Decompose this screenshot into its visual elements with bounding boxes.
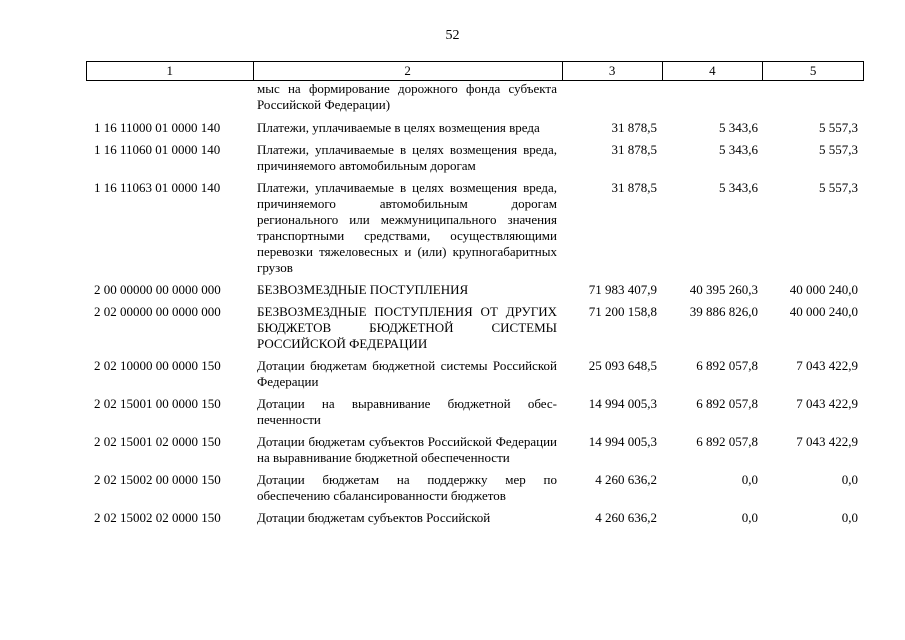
row-value-col3: 14 994 005,3 xyxy=(588,434,657,449)
table-header xyxy=(86,61,864,81)
table-body xyxy=(86,81,864,532)
row-code: 2 02 15002 00 0000 150 xyxy=(94,472,221,487)
row-name: Платежи, уплачиваемые в целях возмещения вреда, причиняемого автомобильным дорогам xyxy=(257,142,557,173)
column-header-4: 4 xyxy=(663,62,764,80)
row-name: Дотации бюджетам субъектов Российской xyxy=(257,510,491,525)
table-row xyxy=(86,472,864,504)
row-value-col5: 7 043 422,9 xyxy=(796,396,858,411)
row-value-col4: 39 886 826,0 xyxy=(689,304,758,319)
row-value-col5: 40 000 240,0 xyxy=(789,282,858,297)
table-row xyxy=(86,180,864,276)
row-value-col3: 14 994 005,3 xyxy=(588,396,657,411)
row-name: Дотации на выравнивание бюджетной обеспеченности xyxy=(257,396,557,427)
row-value-col4: 0,0 xyxy=(741,472,758,487)
row-code: 2 02 10000 00 0000 150 xyxy=(94,358,221,373)
row-name: Платежи, уплачиваемые в целях возмещения вреда xyxy=(257,120,540,135)
row-value-col4: 0,0 xyxy=(741,510,758,525)
column-header-1: 1 xyxy=(87,62,254,80)
row-value-col3: 31 878,5 xyxy=(611,120,657,135)
row-value-col4: 6 892 057,8 xyxy=(696,396,758,411)
row-value-col5: 0,0 xyxy=(841,472,858,487)
row-value-col5: 5 557,3 xyxy=(819,120,858,135)
row-name: Дотации бюджетам субъектов Российской Федерации на выравнивание бюджетной обеспеченности xyxy=(257,434,557,465)
row-code: 2 02 15001 00 0000 150 xyxy=(94,396,221,411)
row-name: Дотации бюджетам бюджетной системы Российской Федерации xyxy=(257,358,557,389)
page-number: 52 xyxy=(445,28,460,43)
row-value-col4: 5 343,6 xyxy=(719,180,758,195)
row-value-col3: 4 260 636,2 xyxy=(595,510,657,525)
table-row xyxy=(86,142,864,174)
row-value-col5: 7 043 422,9 xyxy=(796,358,858,373)
row-code: 2 02 15002 02 0000 150 xyxy=(94,510,221,525)
column-header-3: 3 xyxy=(563,62,663,80)
row-code: 2 00 00000 00 0000 000 xyxy=(94,282,221,297)
row-value-col4: 5 343,6 xyxy=(719,120,758,135)
column-header-2: 2 xyxy=(254,62,563,80)
table-row xyxy=(86,396,864,428)
row-value-col3: 31 878,5 xyxy=(611,142,657,157)
row-value-col4: 6 892 057,8 xyxy=(696,358,758,373)
column-header-5: 5 xyxy=(809,63,817,78)
table-row xyxy=(86,282,864,298)
row-name: Платежи, уплачиваемые в целях возмещения вреда, причиняемого автомобильным дорогам регионального или межмуниципального значения транспортными средствами, осуществляющими перевозки тяжеловесных и (или) крупногабаритных грузов xyxy=(257,180,557,275)
row-value-col3: 25 093 648,5 xyxy=(588,358,657,373)
row-value-col5: 7 043 422,9 xyxy=(796,434,858,449)
row-value-col4: 40 395 260,3 xyxy=(689,282,758,297)
row-value-col3: 31 878,5 xyxy=(611,180,657,195)
table-row xyxy=(86,434,864,466)
table-row xyxy=(86,358,864,390)
row-value-col3: 4 260 636,2 xyxy=(595,472,657,487)
row-name: БЕЗВОЗМЕЗДНЫЕ ПОСТУПЛЕНИЯ xyxy=(257,282,469,297)
row-value-col4: 6 892 057,8 xyxy=(696,434,758,449)
row-code: 2 02 15001 02 0000 150 xyxy=(94,434,221,449)
row-name: БЕЗВОЗМЕЗДНЫЕ ПОСТУПЛЕНИЯ ОТ ДРУГИХ БЮДЖЕТОВ БЮДЖЕТНОЙ СИСТЕМЫ РОССИЙСКОЙ ФЕДЕРАЦИИ xyxy=(257,304,557,351)
row-value-col3: 71 983 407,9 xyxy=(588,282,657,297)
row-value-col4: 5 343,6 xyxy=(719,142,758,157)
table-row xyxy=(86,510,864,526)
table-row xyxy=(86,304,864,352)
row-value-col5: 0,0 xyxy=(841,510,858,525)
row-code: 1 16 11063 01 0000 140 xyxy=(94,180,221,195)
row-name: Дотации бюджетам на поддержку мер по обеспечению сбалансированности бюджетов xyxy=(257,472,557,503)
row-value-col5: 5 557,3 xyxy=(819,180,858,195)
row-value-col5: 5 557,3 xyxy=(819,142,858,157)
row-value-col5: 40 000 240,0 xyxy=(789,304,858,319)
row-code: 1 16 11060 01 0000 140 xyxy=(94,142,221,157)
row-code: 2 02 00000 00 0000 000 xyxy=(94,304,221,319)
table-row xyxy=(86,81,864,113)
row-code: 1 16 11000 01 0000 140 xyxy=(94,120,221,135)
row-name: мыс на формирование дорожного фонда субъекта Российской Федерации) xyxy=(257,81,557,112)
table-row xyxy=(86,120,864,136)
row-value-col3: 71 200 158,8 xyxy=(588,304,657,319)
